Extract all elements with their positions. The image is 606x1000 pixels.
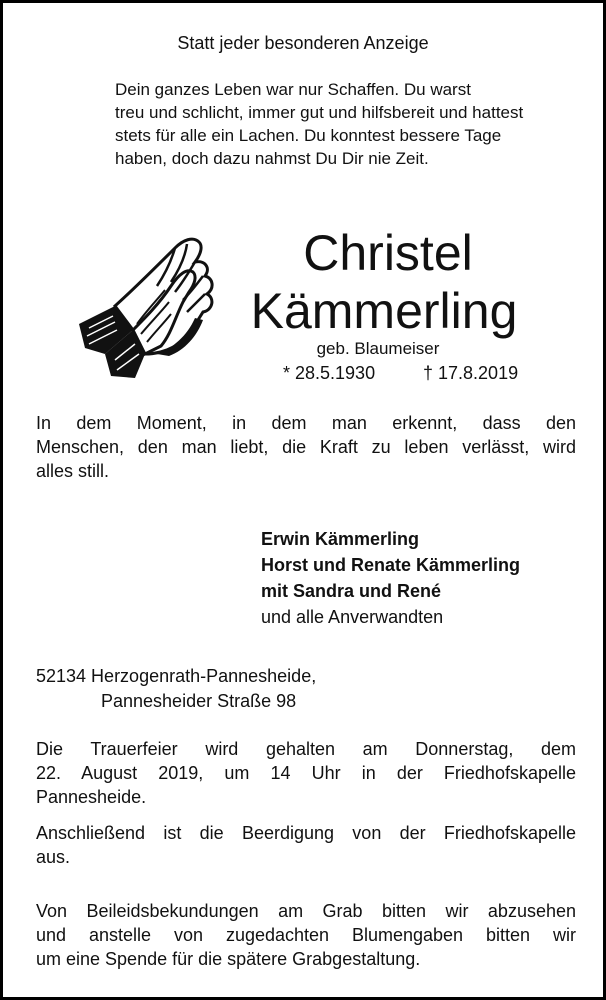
poem	[115, 78, 585, 170]
mourner-relatives: und alle Anverwandten	[261, 607, 444, 627]
condolence-line: Von Beileidsbekundungen am Grab bitten wir abzusehen	[36, 901, 576, 921]
mourner-name: Horst und Renate Kämmerling	[261, 555, 521, 575]
funeral-service-info	[36, 737, 576, 809]
quote	[36, 411, 576, 483]
birth-date: * 28.5.1930	[283, 363, 376, 383]
poem-line: Dein ganzes Leben war nur Schaffen. Du warst	[115, 80, 471, 99]
condolence-line: um eine Spende für die spätere Grabgestaltung.	[36, 949, 421, 969]
poem-line: treu und schlicht, immer gut und hilfsbereit und hattest	[115, 103, 524, 122]
condolence-line: und anstelle von zugedachten Blumengaben bitten wir	[36, 925, 576, 945]
deceased-first-name: Christel	[303, 225, 473, 281]
deceased-last-name: Kämmerling	[250, 283, 518, 339]
service-line: Pannesheide.	[36, 787, 147, 807]
death-date: † 17.8.2019	[423, 363, 519, 383]
quote-line: Menschen, den man liebt, die Kraft zu leben verlässt, wird	[36, 437, 576, 457]
address-line: Pannesheider Straße 98	[101, 691, 297, 711]
quote-line: alles still.	[36, 461, 110, 481]
condolence-note	[36, 899, 576, 971]
service-line: 22. August 2019, um 14 Uhr in der Friedhofskapelle	[36, 763, 576, 783]
headline: Statt jeder besonderen Anzeige	[177, 33, 429, 53]
maiden-name: geb. Blaumeiser	[316, 339, 440, 358]
mourner-name: Erwin Kämmerling	[261, 529, 420, 549]
poem-line: haben, doch dazu nahmst Du Dir nie Zeit.	[115, 149, 429, 168]
mourners	[261, 526, 520, 630]
poem-line: stets für alle ein Lachen. Du konntest bessere Tage	[115, 126, 502, 145]
burial-info	[36, 821, 576, 869]
address-line: 52134 Herzogenrath-Pannesheide,	[36, 666, 317, 686]
burial-line: Anschließend ist die Beerdigung von der Friedhofskapelle	[36, 823, 576, 843]
service-line: Die Trauerfeier wird gehalten am Donnerstag, dem	[36, 739, 576, 759]
praying-hands-icon	[75, 228, 220, 383]
quote-line: In dem Moment, in dem man erkennt, dass den	[36, 413, 576, 433]
mourner-name: mit Sandra und René	[261, 581, 442, 601]
burial-line: aus.	[36, 847, 71, 867]
